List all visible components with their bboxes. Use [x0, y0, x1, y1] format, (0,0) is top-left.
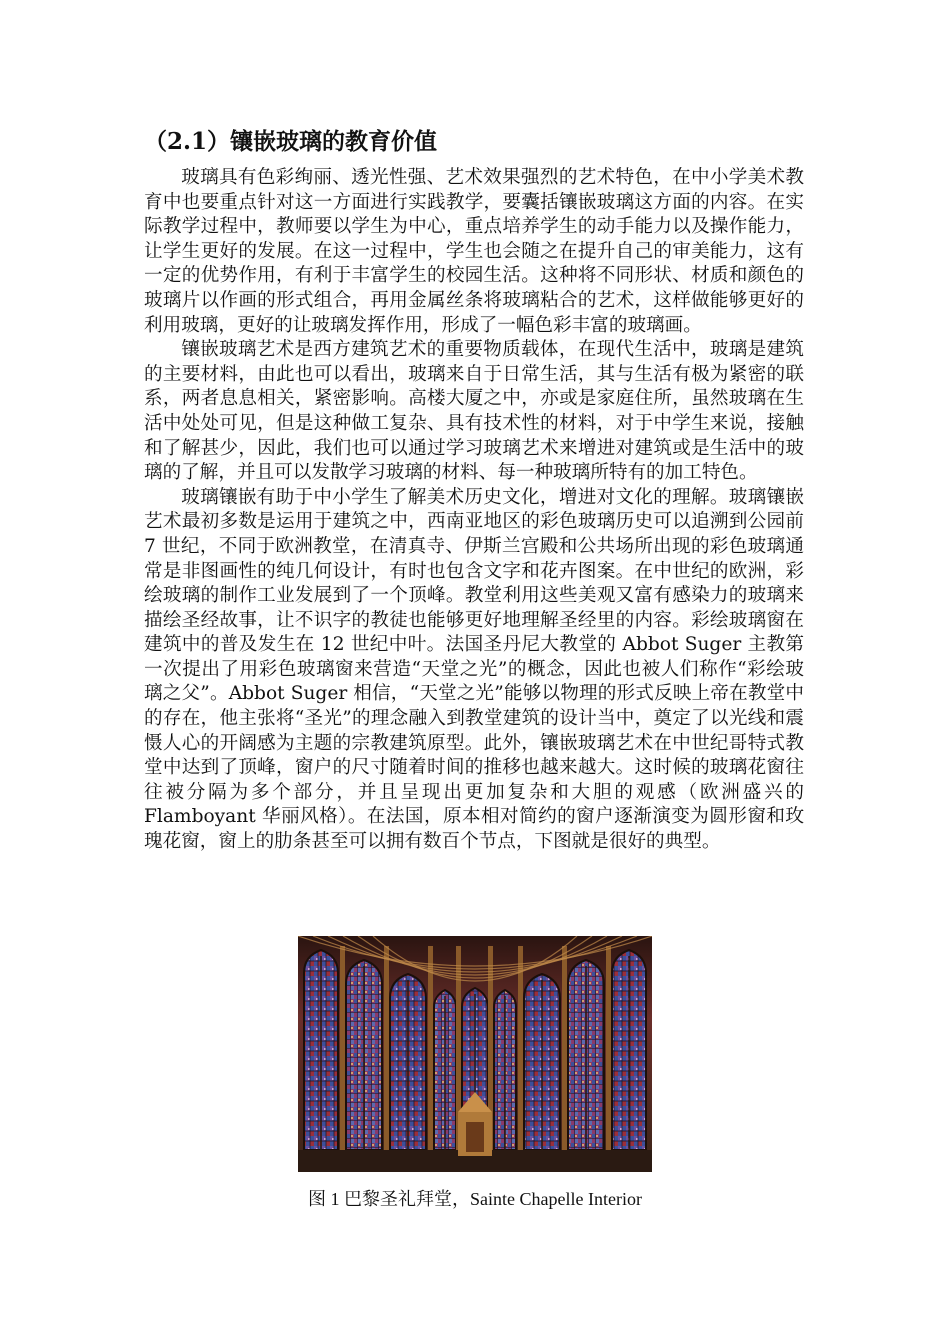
stone-column: [384, 946, 389, 1152]
paragraph-2: 镶嵌玻璃艺术是西方建筑艺术的重要物质载体，在现代生活中，玻璃是建筑的主要材料，由此也可以看出，玻璃来自于日常生活，其与生活有极为紧密的联系，两者息息相关，紧密影响。高楼大厦之中，亦或是家庭住所，虽然玻璃在生活中处处可见，但是这种做工复杂、具有技术性的材料，对于中学生来说，接触和了解甚少，因此，我们也可以通过学习玻璃艺术来增进对建筑或是生活中的玻璃的了解，并且可以发散学习玻璃的材料、每一种玻璃所特有的加工特色。: [144, 339, 804, 484]
stained-glass-illustration: [298, 936, 652, 1172]
stone-column: [340, 946, 345, 1152]
stone-column: [562, 946, 567, 1152]
stone-column: [518, 946, 523, 1152]
sainte-chapelle-photo: [298, 936, 652, 1172]
stone-column: [606, 946, 611, 1152]
paragraph-1: 玻璃具有色彩绚丽、透光性强、艺术效果强烈的艺术特色，在中小学美术教育中也要重点针对这一方面进行实践教学，要囊括镶嵌玻璃这方面的内容。在实际教学过程中，教师要以学生为中心，重点培养学生的动手能力以及操作能力，让学生更好的发展。在这一过程中，学生也会随之在提升自己的审美能力，这有一定的优势作用，有利于丰富学生的校园生活。这种将不同形状、材质和颜色的玻璃片以作画的形式组合，再用金属丝条将玻璃粘合的艺术，这样做能够更好的利用玻璃，更好的让玻璃发挥作用，形成了一幅色彩丰富的玻璃画。: [144, 167, 804, 336]
paragraph-3: 玻璃镶嵌有助于中小学生了解美术历史文化，增进对文化的理解。玻璃镶嵌艺术最初多数是运用于建筑之中，西南亚地区的彩色玻璃历史可以追溯到公园前 7 世纪，不同于欧洲教堂，在清真寺、伊斯兰宫殿和公共场所出现的彩色玻璃通常是非图画性的纯几何设计，有时也包含文字和花卉图案。在中世纪的欧洲，彩绘玻璃的制作工业发展到了一个顶峰。教堂利用这些美观又富有感染力的玻璃来描绘圣经故事，让不识字的教徒也能够更好地理解圣经里的内容。彩绘玻璃窗在建筑中的普及发生在 12 世纪中叶。法国圣丹尼大教堂的 Abbot Suger 主教第一次提出了用彩色玻璃窗来营造“天堂之光”的概念，因此也被人们称作“彩绘玻璃之父”。Abbot Suger 相信，“天堂之光”能够以物理的形式反映上帝在教堂中的存在，他主张将“圣光”的理念融入到教堂建筑的设计当中，奠定了以光线和震慑人心的开阔感为主题的宗教建筑原型。此外，镶嵌玻璃艺术在中世纪哥特式教堂中达到了顶峰，窗户的尺寸随着时间的推移也越来越大。这时候的玻璃花窗往往被分隔为多个部分，并且呈现出更加复杂和大胆的观感（欧洲盛兴的 Flamboyant 华丽风格）。在法国，原本相对简约的窗户逐渐演变为圆形窗和玫瑰花窗，窗上的肋条甚至可以拥有数百个节点，下图就是很好的典型。: [144, 486, 804, 853]
section-heading: （2.1）镶嵌玻璃的教育价值: [144, 128, 438, 155]
stone-column: [428, 946, 433, 1152]
figure-caption: 图 1 巴黎圣礼拜堂，Sainte Chapelle Interior: [308, 1189, 642, 1209]
body-text: [144, 166, 804, 855]
